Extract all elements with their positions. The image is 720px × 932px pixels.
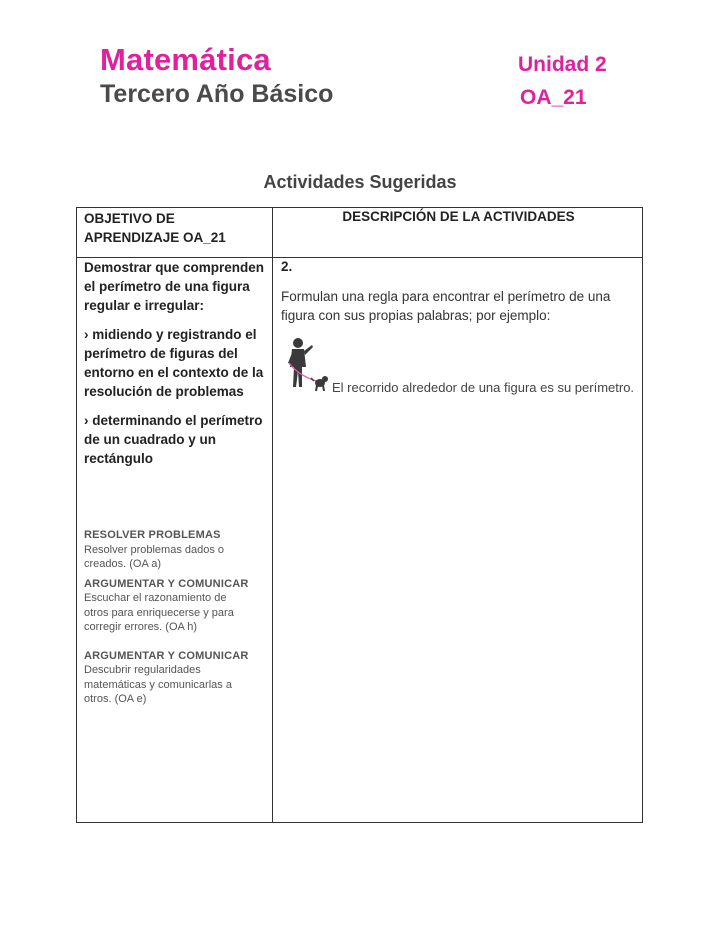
skill-text: Descubrir regularidades matemáticas y comunicarlas a otros. (OA e) xyxy=(84,664,232,705)
objective-cell xyxy=(84,258,270,478)
table-border-top xyxy=(76,207,643,208)
skill-item xyxy=(84,577,274,635)
skill-text: Escuchar el razonamiento de otros para enriquecerse y para corregir errores. (OA h) xyxy=(84,592,234,633)
table-border-left xyxy=(76,207,77,823)
table-border-right xyxy=(642,207,643,823)
header-description: DESCRIPCIÓN DE LA ACTIVIDADES xyxy=(342,209,575,224)
skill-heading: ARGUMENTAR Y COMUNICAR xyxy=(84,577,249,590)
objective-item: › determinando el perímetro de un cuadrado y un rectángulo xyxy=(84,413,263,466)
skill-item xyxy=(84,649,274,707)
skill-text: Resolver problemas dados o creados. (OA a) xyxy=(84,543,225,570)
skill-item xyxy=(84,528,274,572)
example-quote: El recorrido alrededor de una figura es su perímetro. xyxy=(332,380,635,395)
table-column-divider xyxy=(272,207,273,823)
document-title: Matemática xyxy=(100,42,271,77)
skill-heading: ARGUMENTAR Y COMUNICAR xyxy=(84,649,249,662)
objective-intro: Demostrar que comprenden el perímetro de una figura regular e irregular: xyxy=(84,260,265,313)
table-border-bottom xyxy=(76,822,643,823)
person-with-dog-illustration xyxy=(284,335,330,400)
skill-heading: RESOLVER PROBLEMAS xyxy=(84,529,221,541)
oa-code-label: OA_21 xyxy=(520,86,587,109)
activity-number: 2. xyxy=(281,259,293,274)
activity-description: Formulan una regla para encontrar el perímetro de una figura con sus propias palabras; por ejemplo: xyxy=(281,289,611,323)
skills-list xyxy=(84,528,274,712)
section-title: Actividades Sugeridas xyxy=(263,172,457,192)
objective-item: › midiendo y registrando el perímetro de figuras del entorno en el contexto de la resolución de problemas xyxy=(84,327,264,399)
unit-label: Unidad 2 xyxy=(518,53,607,76)
document-subtitle: Tercero Año Básico xyxy=(100,80,334,108)
header-objective: OBJETIVO DE APRENDIZAJE OA_21 xyxy=(84,211,226,245)
